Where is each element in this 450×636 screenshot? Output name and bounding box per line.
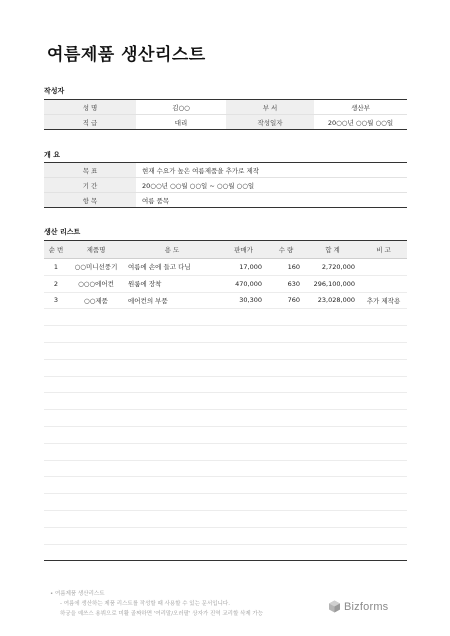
name-label: 성 명 xyxy=(44,100,136,115)
cell-total[interactable]: 296,100,000 xyxy=(305,275,360,292)
author-table xyxy=(44,99,407,130)
cell-total[interactable]: 23,028,000 xyxy=(305,292,360,309)
empty-cell[interactable] xyxy=(44,527,68,544)
table-row-empty xyxy=(44,376,407,393)
cell-no[interactable]: 3 xyxy=(44,292,68,309)
empty-cell[interactable] xyxy=(124,443,220,460)
empty-cell[interactable] xyxy=(305,309,360,326)
empty-cell[interactable] xyxy=(124,410,220,427)
empty-cell[interactable] xyxy=(220,326,267,343)
author-row xyxy=(44,115,407,130)
table-row-empty xyxy=(44,443,407,460)
empty-cell[interactable] xyxy=(360,359,407,376)
empty-cell[interactable] xyxy=(360,527,407,544)
empty-cell[interactable] xyxy=(220,510,267,527)
empty-cell[interactable] xyxy=(44,426,68,443)
empty-cell[interactable] xyxy=(360,309,407,326)
empty-cell[interactable] xyxy=(360,426,407,443)
empty-cell[interactable] xyxy=(68,410,124,427)
empty-cell[interactable] xyxy=(44,477,68,494)
empty-cell[interactable] xyxy=(220,410,267,427)
empty-cell[interactable] xyxy=(220,426,267,443)
empty-cell[interactable] xyxy=(44,326,68,343)
position-value[interactable]: 대리 xyxy=(136,115,226,130)
col-header-use: 용 도 xyxy=(124,241,220,259)
empty-cell[interactable] xyxy=(220,359,267,376)
col-header-price: 판매가 xyxy=(220,241,267,259)
empty-cell[interactable] xyxy=(360,477,407,494)
author-row xyxy=(44,100,407,115)
empty-cell[interactable] xyxy=(124,510,220,527)
department-value[interactable]: 생산부 xyxy=(314,100,407,115)
col-header-no: 순 번 xyxy=(44,241,68,259)
empty-cell[interactable] xyxy=(124,309,220,326)
cell-total[interactable]: 2,720,000 xyxy=(305,259,360,276)
empty-cell[interactable] xyxy=(68,426,124,443)
empty-cell[interactable] xyxy=(44,342,68,359)
empty-cell[interactable] xyxy=(360,510,407,527)
empty-cell[interactable] xyxy=(360,494,407,511)
empty-cell[interactable] xyxy=(305,510,360,527)
footer-title: • 여름제품 생산리스트 xyxy=(50,591,105,597)
goal-label: 목 표 xyxy=(44,163,136,178)
cell-qty[interactable]: 630 xyxy=(267,275,305,292)
empty-cell[interactable] xyxy=(305,342,360,359)
empty-cell[interactable] xyxy=(267,443,305,460)
header-row xyxy=(44,241,407,259)
bizforms-logo xyxy=(328,600,388,613)
empty-cell[interactable] xyxy=(44,359,68,376)
empty-cell[interactable] xyxy=(267,477,305,494)
empty-cell[interactable] xyxy=(220,544,267,561)
empty-cell[interactable] xyxy=(220,460,267,477)
empty-cell[interactable] xyxy=(44,309,68,326)
empty-cell[interactable] xyxy=(68,477,124,494)
empty-cell[interactable] xyxy=(267,376,305,393)
empty-cell[interactable] xyxy=(305,410,360,427)
cell-price[interactable]: 470,000 xyxy=(220,275,267,292)
footer-notes xyxy=(50,589,263,619)
cell-note[interactable]: 추가 제작용 xyxy=(360,292,407,309)
empty-cell[interactable] xyxy=(360,342,407,359)
table-row-empty xyxy=(44,494,407,511)
empty-cell[interactable] xyxy=(267,527,305,544)
empty-cell[interactable] xyxy=(305,359,360,376)
empty-cell[interactable] xyxy=(124,494,220,511)
empty-cell[interactable] xyxy=(124,426,220,443)
cell-note[interactable] xyxy=(360,275,407,292)
table-row xyxy=(44,275,407,292)
empty-cell[interactable] xyxy=(68,527,124,544)
empty-cell[interactable] xyxy=(220,527,267,544)
empty-cell[interactable] xyxy=(68,359,124,376)
empty-cell[interactable] xyxy=(68,309,124,326)
empty-cell[interactable] xyxy=(360,410,407,427)
date-label: 작성일자 xyxy=(226,115,314,130)
table-row-empty xyxy=(44,544,407,561)
empty-cell[interactable] xyxy=(44,460,68,477)
item-label: 항 목 xyxy=(44,193,136,208)
table-row-empty xyxy=(44,527,407,544)
empty-cell[interactable] xyxy=(124,460,220,477)
empty-cell[interactable] xyxy=(44,494,68,511)
empty-cell[interactable] xyxy=(267,410,305,427)
empty-cell[interactable] xyxy=(267,309,305,326)
empty-cell[interactable] xyxy=(267,359,305,376)
table-row xyxy=(44,292,407,309)
empty-cell[interactable] xyxy=(267,510,305,527)
cell-name[interactable]: ○○○에어컨 xyxy=(68,275,124,292)
cell-price[interactable]: 17,000 xyxy=(220,259,267,276)
empty-cell[interactable] xyxy=(44,393,68,410)
bizforms-logo-icon xyxy=(328,600,341,613)
author-section-label: 작성자 xyxy=(44,87,65,95)
col-header-qty: 수 량 xyxy=(267,241,305,259)
empty-cell[interactable] xyxy=(68,376,124,393)
empty-cell[interactable] xyxy=(68,326,124,343)
empty-cell[interactable] xyxy=(44,410,68,427)
table-row-empty xyxy=(44,410,407,427)
footer-description: - 여름에 생산하는 제품 리스트를 작성할 때 사용할 수 있는 문서입니다. xyxy=(60,601,230,607)
empty-cell[interactable] xyxy=(267,426,305,443)
empty-cell[interactable] xyxy=(68,544,124,561)
list-section-label: 생산 리스트 xyxy=(44,228,81,236)
date-value[interactable]: 20○○년 ○○월 ○○일 xyxy=(314,115,407,130)
empty-cell[interactable] xyxy=(267,460,305,477)
table-row-empty xyxy=(44,342,407,359)
empty-cell[interactable] xyxy=(124,342,220,359)
empty-cell[interactable] xyxy=(44,510,68,527)
empty-cell[interactable] xyxy=(305,460,360,477)
cell-qty[interactable]: 160 xyxy=(267,259,305,276)
overview-row xyxy=(44,193,407,208)
empty-cell[interactable] xyxy=(305,494,360,511)
department-label: 부 서 xyxy=(226,100,314,115)
table-row xyxy=(44,259,407,276)
empty-cell[interactable] xyxy=(220,342,267,359)
overview-section-label: 개 요 xyxy=(44,151,60,159)
production-list-table xyxy=(44,240,407,561)
col-header-note: 비 고 xyxy=(360,241,407,259)
empty-cell[interactable] xyxy=(44,544,68,561)
overview-row xyxy=(44,163,407,178)
table-row-empty xyxy=(44,359,407,376)
empty-cell[interactable] xyxy=(68,393,124,410)
empty-cell[interactable] xyxy=(68,494,124,511)
item-value[interactable]: 여름 품목 xyxy=(136,193,407,208)
table-row-empty xyxy=(44,510,407,527)
empty-cell[interactable] xyxy=(220,309,267,326)
empty-cell[interactable] xyxy=(305,376,360,393)
empty-cell[interactable] xyxy=(124,376,220,393)
cell-note[interactable] xyxy=(360,259,407,276)
empty-cell[interactable] xyxy=(305,527,360,544)
empty-cell[interactable] xyxy=(124,326,220,343)
empty-cell[interactable] xyxy=(68,443,124,460)
empty-cell[interactable] xyxy=(305,426,360,443)
empty-cell[interactable] xyxy=(305,544,360,561)
empty-cell[interactable] xyxy=(44,443,68,460)
page-title: 여름제품 생산리스트 xyxy=(47,45,206,65)
period-value[interactable]: 20○○년 ○○월 ○○일 ~ ○○월 ○○일 xyxy=(136,178,407,193)
empty-cell[interactable] xyxy=(267,342,305,359)
col-header-name: 제품명 xyxy=(68,241,124,259)
empty-cell[interactable] xyxy=(68,342,124,359)
footer-note: 하궁을 예쓰스 용뷔으로 미활 골짜하면 '여리말/오러팔' 상자가 진역 교리할 삭제 가능 xyxy=(60,611,264,617)
table-row-empty xyxy=(44,426,407,443)
position-label: 직 급 xyxy=(44,115,136,130)
table-row-empty xyxy=(44,477,407,494)
empty-cell[interactable] xyxy=(220,393,267,410)
empty-cell[interactable] xyxy=(68,460,124,477)
empty-cell[interactable] xyxy=(220,376,267,393)
empty-cell[interactable] xyxy=(124,393,220,410)
empty-cell[interactable] xyxy=(220,494,267,511)
logo-text: Bizforms xyxy=(344,600,389,613)
goal-value[interactable]: 현재 수요가 높은 여름제품을 추가로 제작 xyxy=(136,163,407,178)
table-row-empty xyxy=(44,309,407,326)
empty-cell[interactable] xyxy=(305,443,360,460)
empty-cell[interactable] xyxy=(360,393,407,410)
empty-cell[interactable] xyxy=(124,544,220,561)
cell-name[interactable]: ○○제품 xyxy=(68,292,124,309)
cell-qty[interactable]: 760 xyxy=(267,292,305,309)
cell-no[interactable]: 1 xyxy=(44,259,68,276)
table-row-empty xyxy=(44,460,407,477)
period-label: 기 간 xyxy=(44,178,136,193)
name-value[interactable]: 김○○ xyxy=(136,100,226,115)
empty-cell[interactable] xyxy=(305,477,360,494)
empty-cell[interactable] xyxy=(124,477,220,494)
empty-cell[interactable] xyxy=(267,326,305,343)
empty-cell[interactable] xyxy=(220,477,267,494)
empty-cell[interactable] xyxy=(68,510,124,527)
empty-cell[interactable] xyxy=(267,393,305,410)
cell-use[interactable]: 여름에 손에 들고 다님 xyxy=(124,259,220,276)
overview-table xyxy=(44,162,407,208)
empty-cell[interactable] xyxy=(360,376,407,393)
empty-cell[interactable] xyxy=(267,544,305,561)
empty-cell[interactable] xyxy=(267,494,305,511)
table-row-empty xyxy=(44,326,407,343)
empty-cell[interactable] xyxy=(124,527,220,544)
empty-cell[interactable] xyxy=(124,359,220,376)
table-row-empty xyxy=(44,393,407,410)
cell-name[interactable]: ○○미니선풍기 xyxy=(68,259,124,276)
overview-row xyxy=(44,178,407,193)
empty-cell[interactable] xyxy=(360,443,407,460)
empty-cell[interactable] xyxy=(360,544,407,561)
empty-cell[interactable] xyxy=(305,326,360,343)
empty-cell[interactable] xyxy=(360,460,407,477)
cell-price[interactable]: 30,300 xyxy=(220,292,267,309)
empty-cell[interactable] xyxy=(360,326,407,343)
empty-cell[interactable] xyxy=(305,393,360,410)
cell-use[interactable]: 원룸에 장착 xyxy=(124,275,220,292)
cell-use[interactable]: 에어컨의 부품 xyxy=(124,292,220,309)
col-header-total: 합 계 xyxy=(305,241,360,259)
empty-cell[interactable] xyxy=(44,376,68,393)
cell-no[interactable]: 2 xyxy=(44,275,68,292)
empty-cell[interactable] xyxy=(220,443,267,460)
